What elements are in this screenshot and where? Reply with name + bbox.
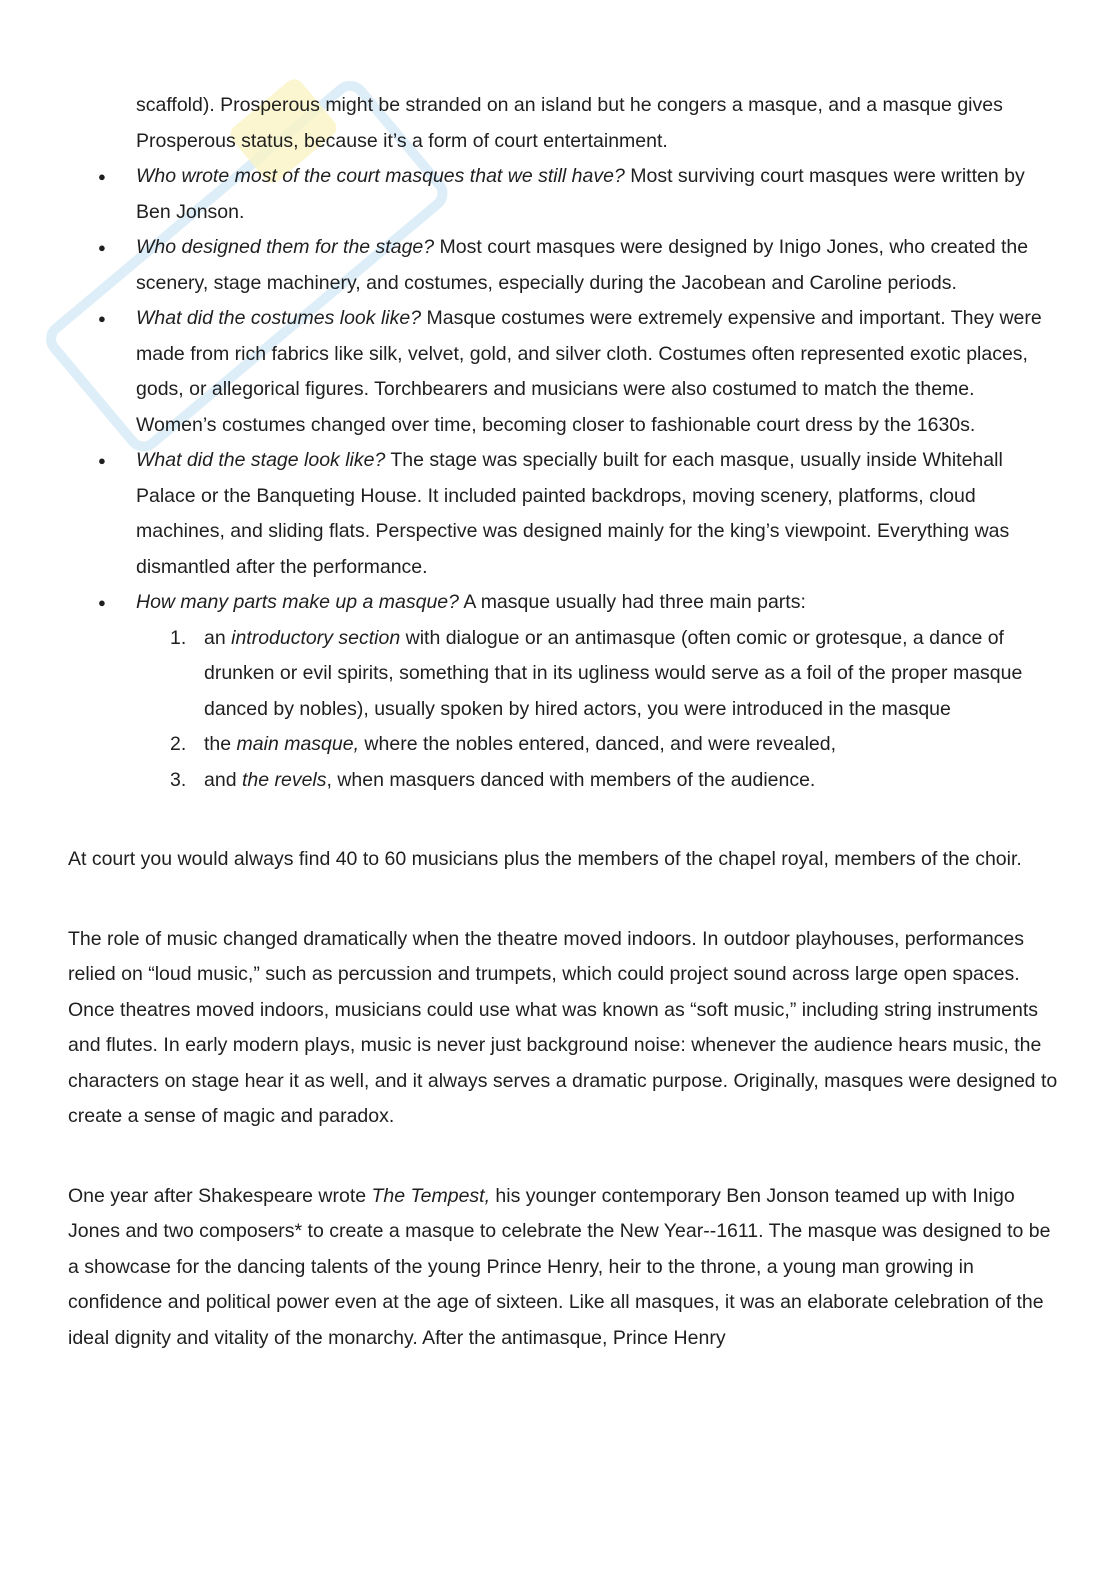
bullet-question: How many parts make up a masque? (136, 591, 459, 613)
part-term: main masque, (236, 733, 360, 755)
tempest-text-before: One year after Shakespeare wrote (68, 1184, 372, 1207)
part-text-after: with dialogue or an antimasque (often comic or grotesque, a dance of drunken or evil spirits, something that in its ugliness would serve as a foil of the proper masque danced by nobles), usually spoken by hired actors, you were introduced in the masque (204, 626, 1023, 720)
part-term: the revels (241, 768, 327, 791)
bullet-item-costumes (68, 301, 1058, 443)
part-item (136, 727, 1058, 763)
bullet-item-designers (68, 230, 1058, 301)
bullet-item-stage (68, 443, 1058, 585)
part-number: 1. (170, 626, 187, 649)
bullet-answer: Masque costumes were extremely expensive and important. They were made from rich fabrics like silk, velvet, gold, and silver cloth. Costumes often represented exotic places, gods, or allegorical figures. Torchbearers and musicians were also costumed to match the theme. Women’s costumes changed over time, becoming closer to fashionable court dress by the 1630s. (136, 307, 1042, 436)
part-text-after: , when masquers danced with members of the audience. (326, 768, 816, 791)
bullet-question: What did the stage look like? (136, 449, 386, 471)
paragraph-music-role: The role of music changed dramatically when the theatre moved indoors. In outdoor playhouses, performances relied on “loud music,” such as percussion and trumpets, which could project sound across large open spaces. Once theatres moved indoors, musicians could use what was known as “soft music,” including string instruments and flutes. In early modern plays, music is never just background noise: whenever the audience hears music, the characters on stage hear it as well, and it always serves a dramatic purpose. Originally, masques were designed to create a sense of magic and paradox. (68, 927, 1058, 1127)
tempest-title: The Tempest, (371, 1184, 491, 1207)
paragraph-court-musicians: At court you would always find 40 to 60 musicians plus the members of the chapel royal, members of the choir. (68, 848, 1022, 870)
bullet-question: Who wrote most of the court masques that we still have? (136, 165, 625, 187)
bullet-answer: Most court masques were designed by Inigo Jones, who created the scenery, stage machinery, and costumes, especially during the Jacobean and Caroline periods. (136, 236, 1029, 294)
paragraph-tempest (68, 1179, 1058, 1357)
bullet-item-authors (68, 159, 1058, 230)
part-number: 3. (170, 768, 187, 791)
part-item (136, 621, 1058, 728)
part-text-before: an (204, 626, 232, 649)
bullet-question: What did the costumes look like? (136, 307, 422, 329)
part-number: 2. (170, 733, 187, 755)
document-content (68, 88, 1058, 1356)
masque-parts-list (136, 621, 1058, 799)
bullet-answer: Most surviving court masques were written by Ben Jonson. (136, 165, 1025, 223)
part-term: introductory section (231, 626, 401, 649)
qa-bullet-list (68, 159, 1058, 798)
part-item (136, 763, 1058, 799)
bullet-answer: A masque usually had three main parts: (459, 591, 806, 613)
intro-continuation: scaffold). Prosperous might be stranded on an island but he congers a masque, and a masque gives Prosperous status, because it’s a form of court entertainment. (136, 94, 1003, 152)
part-text-before: and (204, 768, 242, 791)
tempest-text-after: his younger contemporary Ben Jonson teamed up with Inigo Jones and two composers* to create a masque to celebrate the New Year--1611. The masque was designed to be a showcase for the dancing talents of the young Prince Henry, heir to the throne, a young man growing in confidence and political power even at the age of sixteen. Like all masques, it was an elaborate celebration of the ideal dignity and vitality of the monarchy. After the antimasque, Prince Henry (68, 1184, 1051, 1349)
part-text-before: the (204, 733, 237, 755)
bullet-item-parts (68, 585, 1058, 798)
bullet-answer: The stage was specially built for each masque, usually inside Whitehall Palace or the Banqueting House. It included painted backdrops, moving scenery, platforms, cloud machines, and sliding flats. Perspective was designed mainly for the king’s viewpoint. Everything was dismantled after the performance. (136, 449, 1010, 578)
bullet-question: Who designed them for the stage? (136, 236, 435, 258)
part-text-after: where the nobles entered, danced, and were revealed, (359, 733, 837, 755)
